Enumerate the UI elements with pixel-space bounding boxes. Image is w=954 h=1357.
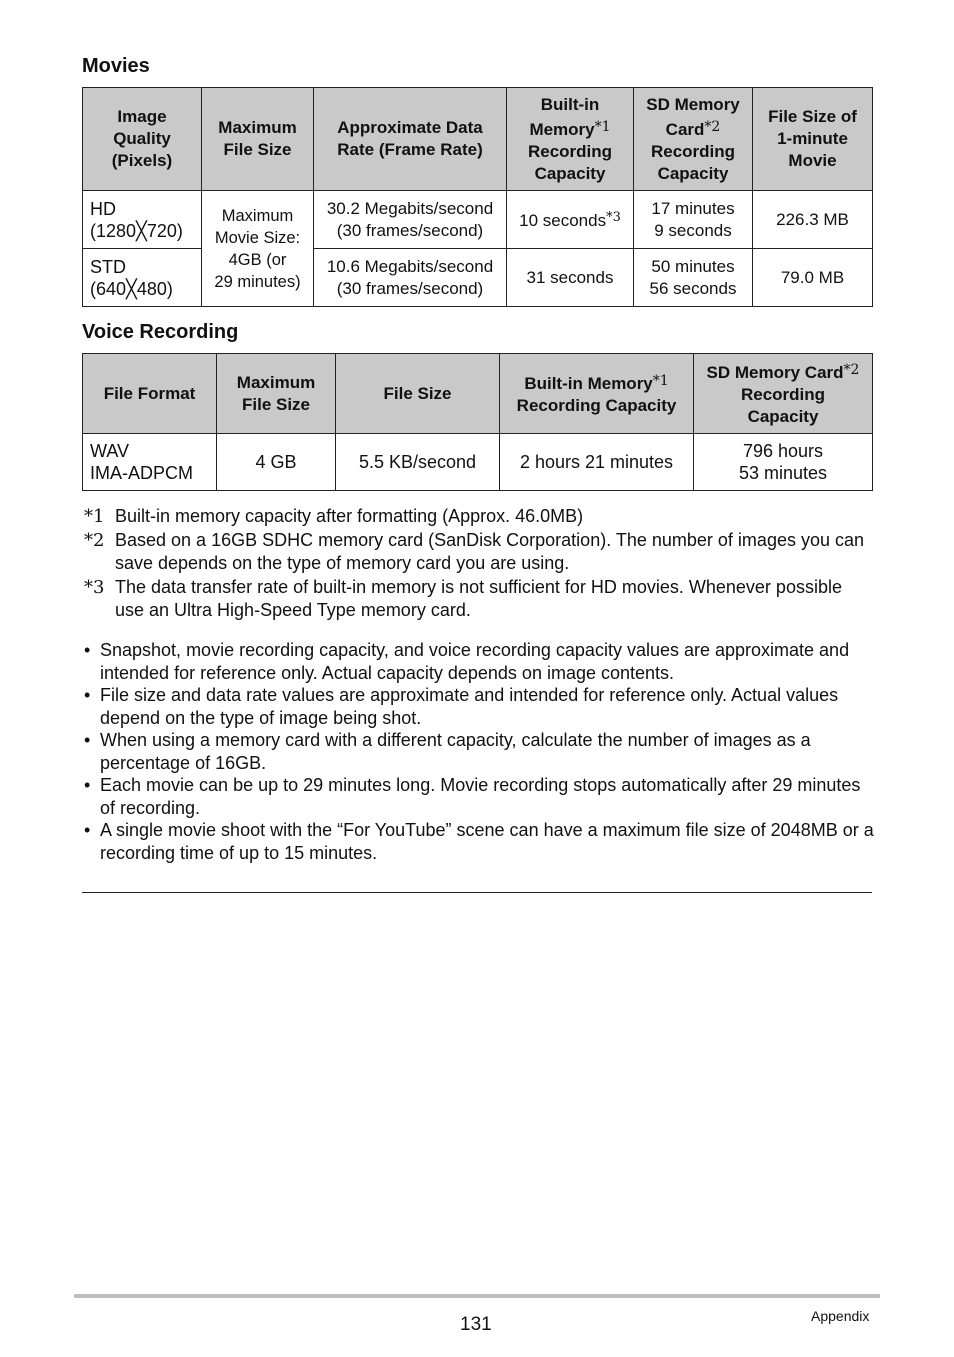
list-item [84, 639, 874, 684]
header-line: Approximate Data [337, 118, 483, 137]
header-line: Card [665, 119, 705, 139]
footnote-mark: *2 [84, 529, 105, 551]
cell-line: Maximum [221, 206, 294, 225]
cell-line: 796 hours [742, 441, 824, 461]
bullet-icon: • [84, 820, 91, 840]
footnote-ref: *1 [652, 373, 669, 389]
header-line: File Size [241, 394, 311, 414]
cell-sd-capacity [694, 434, 873, 491]
cell-line: (30 frames/second) [336, 220, 484, 240]
header-line: Capacity [747, 407, 819, 426]
footnote-text: Based on a 16GB SDHC memory card (SanDisk Corporation). The number of images you can save depends on the type of memory card you are using. [115, 529, 865, 573]
cell-file-size: 226.3 MB [753, 191, 873, 249]
list-item-text: When using a memory card with a different capacity, calculate the number of images as a percentage of 16GB. [100, 730, 811, 773]
cell-line: STD [90, 256, 126, 277]
header-sd-capacity [694, 354, 873, 434]
page-number: 131 [460, 1314, 492, 1335]
cell-builtin-capacity: 2 hours 21 minutes [500, 434, 694, 491]
cell-quality [83, 191, 202, 249]
movies-table [82, 87, 873, 307]
cell-line: (640╳480) [90, 278, 173, 299]
table-row [83, 191, 873, 249]
cell-line: 50 minutes [651, 256, 735, 276]
footnote-mark: *1 [84, 506, 105, 527]
header-data-rate [314, 88, 507, 191]
cell-builtin-capacity [507, 249, 634, 307]
header-one-minute-size [753, 88, 873, 191]
cell-line: Movie Size: [214, 228, 301, 247]
footnote-3 [84, 576, 874, 623]
cell-file-size: 79.0 MB [753, 249, 873, 307]
footnote-text: The data transfer rate of built-in memory is not sufficient for HD movies. Whenever possible use an Ultra High-Speed Type memory card. [115, 576, 842, 620]
cell-line: 30.2 Megabits/second [326, 198, 494, 218]
header-image-quality [83, 88, 202, 191]
header-sd-capacity [634, 88, 753, 191]
list-item [84, 774, 874, 819]
notes-list [84, 639, 874, 864]
header-line: Rate (Frame Rate) [337, 140, 483, 159]
bullet-icon: • [84, 775, 91, 795]
bullet-icon: • [84, 640, 91, 660]
cell-line: (30 frames/second) [336, 278, 484, 298]
cell-line: 56 seconds [649, 278, 737, 298]
table-header-row [83, 354, 873, 434]
cell-line: HD [90, 198, 116, 219]
list-item-text: Each movie can be up to 29 minutes long. Movie recording stops automatically after 29 minutes of recording. [100, 775, 861, 818]
header-line: Movie [788, 151, 837, 170]
cell-value: 31 seconds [526, 267, 614, 287]
section-divider [82, 892, 872, 893]
footnote-2 [84, 529, 874, 576]
header-line: Recording [740, 385, 826, 404]
header-line: SD Memory [646, 94, 740, 114]
cell-line: 4GB (or [228, 250, 287, 269]
cell-line: IMA-ADPCM [90, 463, 193, 483]
header-line: File Size of [768, 107, 857, 126]
header-line: File Size [223, 140, 292, 159]
list-item-text: File size and data rate values are approximate and intended for reference only. Actual values depend on the type of image being shot. [100, 685, 839, 728]
list-item [84, 684, 874, 729]
header-line: Recording Capacity [516, 396, 677, 415]
cell-line: 17 minutes [651, 198, 735, 218]
header-line: Memory [529, 119, 595, 139]
cell-builtin-capacity [507, 191, 634, 249]
header-line: 1-minute [777, 129, 848, 148]
footnote-1 [84, 505, 874, 529]
cell-data-rate [314, 191, 507, 249]
header-builtin-capacity [507, 88, 634, 191]
header-line: Capacity [657, 163, 729, 183]
footnote-ref: *1 [594, 118, 611, 135]
header-line: Maximum [236, 372, 316, 392]
list-item [84, 819, 874, 864]
cell-sd-capacity [634, 191, 753, 249]
table-row [83, 434, 873, 491]
cell-line: 53 minutes [738, 463, 828, 483]
footnote-ref: *2 [704, 118, 721, 135]
list-item-text: A single movie shoot with the “For YouTube” scene can have a maximum file size of 2048MB or a recording time of up to 15 minutes. [100, 820, 874, 863]
header-line: Capacity [534, 163, 606, 183]
cell-line: 29 minutes) [214, 272, 301, 291]
header-file-format: File Format [83, 354, 217, 434]
table-header-row [83, 88, 873, 191]
footnote-ref: *2 [843, 362, 860, 378]
cell-max-file-size: 4 GB [217, 434, 336, 491]
header-line: Quality [113, 129, 171, 148]
voice-recording-table [82, 353, 873, 491]
bullet-icon: • [84, 685, 91, 705]
cell-line: 10.6 Megabits/second [326, 256, 494, 276]
footnote-mark: *3 [84, 576, 105, 598]
cell-quality [83, 249, 202, 307]
footnote-ref: *3 [606, 210, 621, 225]
cell-file-size: 5.5 KB/second [336, 434, 500, 491]
header-file-size: File Size [336, 354, 500, 434]
header-line: Image [117, 107, 167, 126]
cell-line: 9 seconds [654, 220, 732, 240]
cell-max-movie-size [202, 191, 314, 307]
cell-value: 10 seconds [519, 211, 607, 230]
table-row [83, 249, 873, 307]
header-max-file-size [217, 354, 336, 434]
header-builtin-capacity [500, 354, 694, 434]
list-item-text: Snapshot, movie recording capacity, and voice recording capacity values are approximate and intended for reference only. Actual capacity depends on image contents. [100, 640, 850, 683]
header-line: Built-in [540, 94, 600, 114]
cell-line: WAV [90, 441, 129, 461]
movies-section-title: Movies [82, 55, 150, 77]
header-max-file-size [202, 88, 314, 191]
header-line: (Pixels) [111, 151, 173, 170]
footnote-text: Built-in memory capacity after formatting (Approx. 46.0MB) [115, 506, 584, 526]
cell-file-format [83, 434, 217, 491]
header-line: SD Memory Card [706, 363, 844, 382]
cell-data-rate [314, 249, 507, 307]
voice-section-title: Voice Recording [82, 321, 239, 343]
header-line: Maximum [218, 118, 297, 137]
footnotes [84, 505, 874, 623]
header-line: Recording [527, 141, 613, 161]
header-line: Recording [650, 141, 736, 161]
cell-line: (1280╳720) [90, 220, 183, 241]
header-line: Built-in Memory [524, 374, 653, 393]
footer-bar [74, 1294, 880, 1298]
list-item [84, 729, 874, 774]
cell-sd-capacity [634, 249, 753, 307]
section-label: Appendix [811, 1308, 870, 1324]
bullet-icon: • [84, 730, 91, 750]
